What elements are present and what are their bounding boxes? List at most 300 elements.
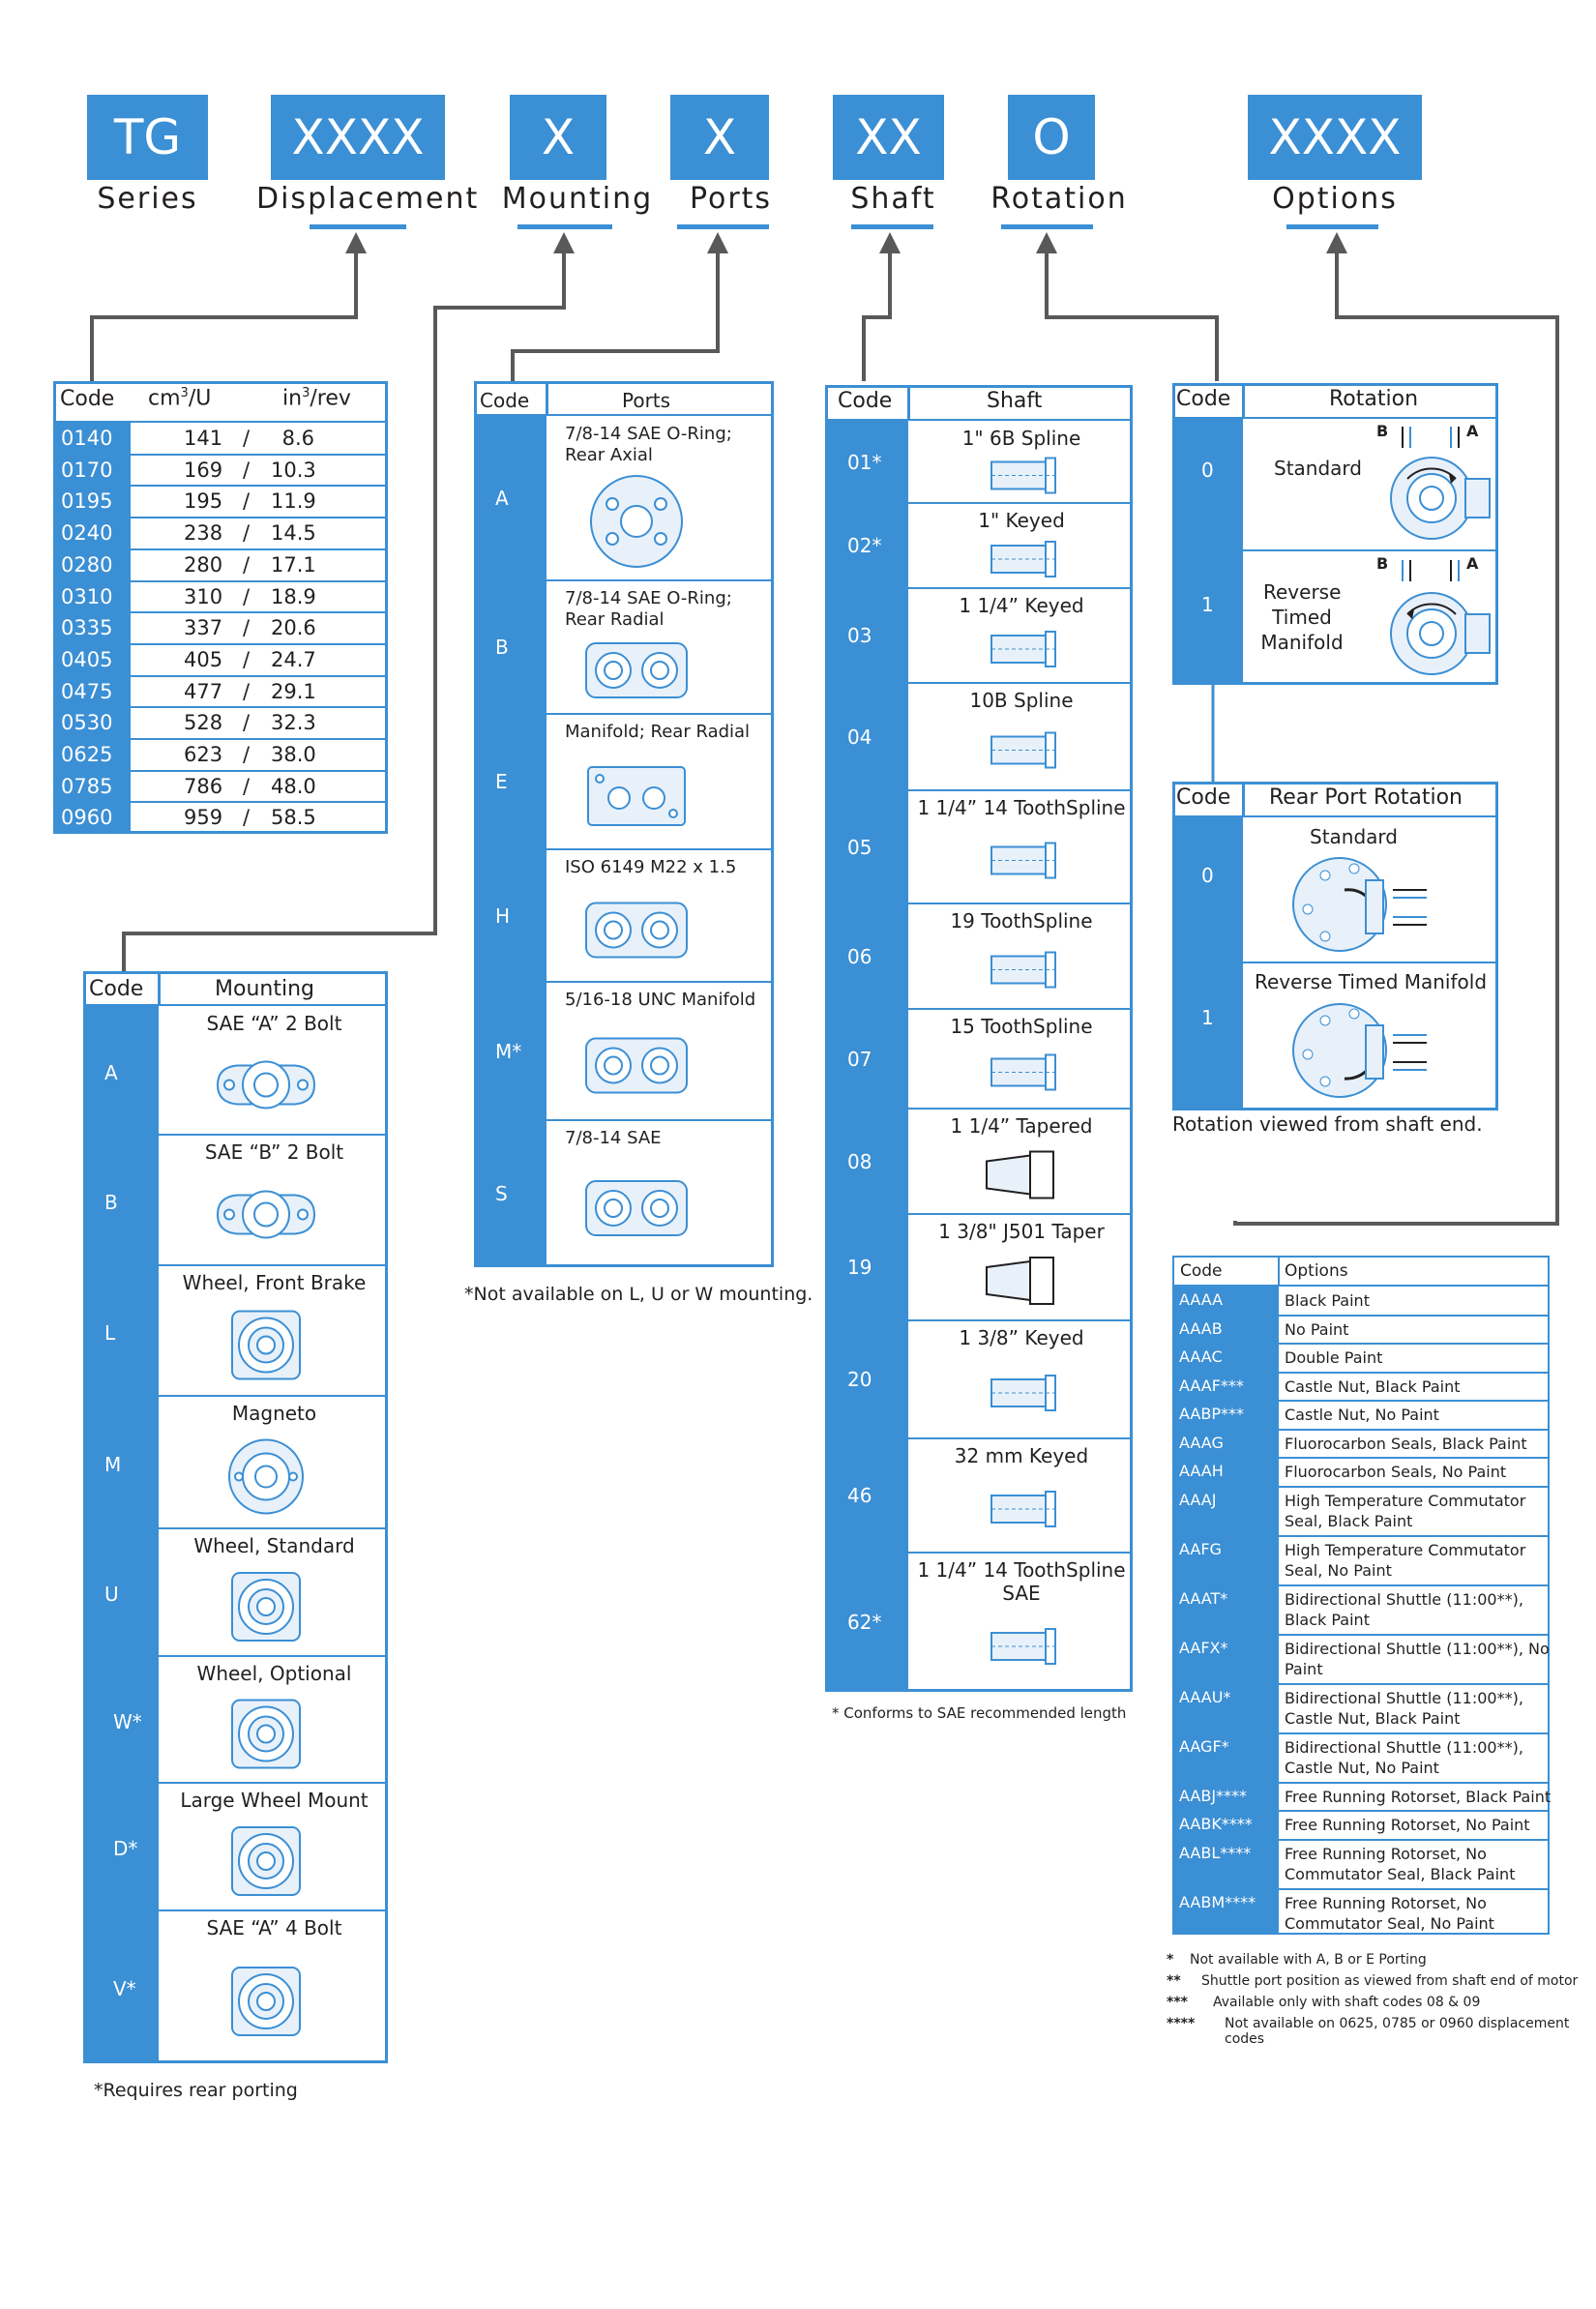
- options-desc: Bidirectional Shuttle (11:00**), No: [1285, 1639, 1550, 1658]
- shaft-row-line: [908, 1108, 1133, 1110]
- options-code: AABJ****: [1179, 1786, 1248, 1805]
- cm-sup: 3: [180, 386, 189, 400]
- options-row-line: [1172, 1535, 1550, 1537]
- mounting-label: Mounting: [501, 182, 654, 216]
- mounting-row-line: [159, 1909, 388, 1911]
- ports-code: M*: [495, 1039, 522, 1063]
- displacement-code: 0335: [61, 616, 113, 640]
- ports-drawing: [578, 886, 695, 978]
- options-code: AAAA: [1179, 1290, 1224, 1309]
- options-desc: Double Paint: [1285, 1348, 1383, 1367]
- rotation-header-line: [1172, 417, 1498, 419]
- options-desc: High Temperature Commutator: [1285, 1540, 1526, 1559]
- rotation-name-1c: Manifold: [1260, 631, 1344, 654]
- displacement-row-line: [53, 454, 388, 456]
- ports-header-line: [474, 414, 774, 416]
- ports-drawing: [578, 1019, 695, 1116]
- options-desc: Free Running Rotorset, No: [1285, 1844, 1487, 1863]
- ports-note: *Not available on L, U or W mounting.: [464, 1284, 813, 1305]
- in-unit-suffix: /rev: [310, 386, 351, 411]
- shaft-label: Shaft: [850, 182, 936, 216]
- options-desc: Fluorocarbon Seals, No Paint: [1285, 1463, 1507, 1481]
- shaft-drawing: [962, 1607, 1079, 1690]
- ports-drawing: [578, 470, 695, 577]
- mounting-name: SAE “B” 2 Bolt: [204, 1140, 344, 1164]
- mounting-name: Wheel, Front Brake: [182, 1271, 367, 1294]
- shaft-drawing: [962, 936, 1079, 1007]
- displacement-row-line: [53, 801, 388, 803]
- options-desc-2: Commutator Seal, No Paint: [1285, 1913, 1494, 1933]
- options-code: AAGF*: [1179, 1736, 1229, 1756]
- shaft-code: 20: [847, 1368, 872, 1391]
- in-sup: 3: [302, 386, 310, 400]
- displacement-sep: /: [243, 584, 251, 608]
- shaft-header-divider: [907, 385, 910, 421]
- options-code: AABK****: [1179, 1815, 1253, 1833]
- options-code: AABM****: [1179, 1892, 1256, 1911]
- shaft-drawing: [962, 536, 1079, 586]
- ports-code-column: [474, 416, 547, 1267]
- options-row-line: [1172, 1315, 1550, 1317]
- mounting-row-line: [159, 1264, 388, 1266]
- mounting-code: D*: [113, 1837, 138, 1860]
- options-row-line: [1172, 1400, 1550, 1402]
- shaft-name: 19 ToothSpline: [950, 909, 1093, 932]
- mounting-code: B: [104, 1190, 118, 1214]
- mounting-name: SAE “A” 4 Bolt: [206, 1916, 342, 1939]
- cm-unit-suffix: /U: [188, 386, 212, 411]
- displacement-code: 0785: [61, 774, 113, 798]
- displacement-in: 10.3: [271, 458, 316, 482]
- displacement-in: 20.6: [271, 616, 316, 640]
- options-row-line: [1172, 1634, 1550, 1636]
- rear-port-header-divider: [1242, 782, 1245, 817]
- displacement-code: 0170: [61, 458, 113, 482]
- displacement-sep: /: [243, 552, 251, 577]
- displacement-row-line: [53, 548, 388, 550]
- rotation-port-b-0: B: [1376, 422, 1389, 440]
- displacement-code: 0625: [61, 743, 113, 766]
- footnote-mark: ***: [1167, 1995, 1188, 2010]
- shaft-row-line: [908, 682, 1133, 684]
- options-desc-2: Commutator Seal, Black Paint: [1285, 1864, 1516, 1883]
- options-desc: Free Running Rotorset, No Paint: [1285, 1816, 1530, 1834]
- displacement-cm: 959: [184, 806, 223, 830]
- displacement-cm: 238: [184, 521, 223, 546]
- displacement-in: 48.0: [271, 774, 316, 798]
- displacement-in: 14.5: [271, 521, 316, 546]
- shaft-name-2: SAE: [1002, 1582, 1041, 1605]
- displacement-cm: 169: [184, 458, 223, 482]
- shaft-row-line: [908, 587, 1133, 589]
- mounting-name: Magneto: [231, 1402, 317, 1425]
- options-desc: Bidirectional Shuttle (11:00**),: [1285, 1589, 1523, 1609]
- mounting-row-line: [159, 1655, 388, 1657]
- shaft-code: 01*: [847, 450, 882, 474]
- ports-code: S: [495, 1182, 508, 1205]
- shaft-drawing: [962, 1247, 1079, 1318]
- displacement-in: 17.1: [271, 552, 316, 577]
- mounting-drawing: [208, 1945, 324, 2061]
- displacement-code: 0280: [61, 552, 113, 577]
- displacement-sep: /: [243, 647, 251, 671]
- options-code: AAAB: [1179, 1318, 1223, 1338]
- ports-header-code: Code: [480, 389, 530, 412]
- shaft-code: 03: [847, 624, 872, 647]
- ports-header-divider: [546, 381, 548, 416]
- options-code: AAAF***: [1179, 1376, 1244, 1395]
- options-row-line: [1172, 1486, 1550, 1488]
- footnote-text: Not available on 0625, 0785 or 0960 displacement codes: [1225, 2016, 1570, 2047]
- ports-drawing: [578, 635, 695, 710]
- shaft-code: 07: [847, 1047, 872, 1071]
- shaft-drawing: [962, 1042, 1079, 1107]
- ports-name-2: Rear Axial: [565, 445, 653, 465]
- shaft-row-line: [908, 1552, 1133, 1554]
- shaft-drawing: [962, 716, 1079, 788]
- shaft-drawing: [962, 1353, 1079, 1436]
- options-code: AAAJ: [1179, 1490, 1217, 1509]
- options-desc-2: Seal, Black Paint: [1285, 1511, 1413, 1530]
- shaft-row-line: [908, 1213, 1133, 1215]
- mounting-code-box: X: [510, 95, 606, 180]
- options-code: AABL****: [1179, 1843, 1252, 1862]
- shaft-name: 32 mm Keyed: [954, 1444, 1089, 1467]
- ports-code: B: [495, 636, 509, 659]
- rotation-port-b-1: B: [1376, 554, 1389, 573]
- displacement-cm: 141: [184, 427, 223, 450]
- ports-name: 7/8-14 SAE: [565, 1128, 662, 1148]
- options-desc: Free Running Rotorset, Black Paint: [1285, 1787, 1552, 1806]
- rear-port-header-name: Rear Port Rotation: [1269, 785, 1463, 810]
- mounting-code-column: [83, 1006, 159, 2063]
- rotation-header-code: Code: [1176, 387, 1231, 411]
- series-label: Series: [97, 182, 198, 216]
- options-code-box: XXXX: [1248, 95, 1422, 180]
- shaft-name: 1 1/4” 14 ToothSpline: [917, 796, 1126, 819]
- footnote-mark: *: [1167, 1952, 1174, 1968]
- options-code: AAAC: [1179, 1347, 1223, 1366]
- options-code: AAAG: [1179, 1433, 1224, 1452]
- ports-name: ISO 6149 M22 x 1.5: [565, 857, 737, 877]
- options-header-code: Code: [1180, 1261, 1223, 1281]
- options-desc-2: Paint: [1285, 1659, 1323, 1678]
- displacement-in: 18.9: [271, 584, 316, 608]
- ports-row-line: [547, 579, 774, 581]
- mounting-drawing: [208, 1431, 324, 1526]
- shaft-row-line: [908, 1008, 1133, 1010]
- ports-header-name: Ports: [622, 389, 671, 412]
- shaft-code: 06: [847, 944, 872, 968]
- shaft-code: 19: [847, 1256, 872, 1279]
- mounting-name: Large Wheel Mount: [180, 1789, 369, 1812]
- ports-row-line: [547, 981, 774, 983]
- cm-unit-text: cm: [148, 386, 181, 411]
- displacement-cm: 623: [184, 743, 223, 766]
- options-row-line: [1172, 1782, 1550, 1784]
- mounting-code: M: [104, 1452, 122, 1476]
- displacement-cm: 528: [184, 711, 223, 735]
- shaft-name: 1 1/4” Keyed: [959, 594, 1084, 617]
- options-code: AABP***: [1179, 1405, 1244, 1423]
- rotation-header-divider: [1242, 383, 1245, 419]
- rear-port-row-divider: [1243, 962, 1498, 963]
- displacement-code: 0310: [61, 584, 113, 608]
- mounting-drawing: [208, 1169, 324, 1263]
- options-code: AAFX*: [1179, 1638, 1228, 1657]
- options-desc: Free Running Rotorset, No: [1285, 1893, 1487, 1912]
- shaft-note: * Conforms to SAE recommended length: [832, 1704, 1127, 1722]
- displacement-row-line: [53, 485, 388, 487]
- displacement-sep: /: [243, 806, 251, 830]
- options-desc: Castle Nut, Black Paint: [1285, 1377, 1461, 1396]
- displacement-row-line: [53, 643, 388, 645]
- shaft-row-line: [908, 903, 1133, 904]
- ports-name-2: Rear Radial: [565, 609, 665, 630]
- displacement-cm: 786: [184, 774, 223, 798]
- shaft-row-line: [908, 1437, 1133, 1439]
- displacement-cm: 195: [184, 489, 223, 514]
- options-desc: No Paint: [1285, 1319, 1349, 1339]
- options-desc-2: Black Paint: [1285, 1610, 1370, 1629]
- ports-drawing: [578, 1157, 695, 1263]
- options-row-line: [1172, 1429, 1550, 1431]
- shaft-code: 04: [847, 725, 872, 749]
- shaft-drawing: [962, 1141, 1079, 1212]
- displacement-row-line: [53, 706, 388, 708]
- options-header-divider: [1278, 1256, 1280, 1286]
- rotation-row-divider: [1172, 549, 1498, 551]
- displacement-code-box: XXXX: [271, 95, 445, 180]
- rear-port-reverse-drawing: [1286, 996, 1441, 1105]
- options-desc: Castle Nut, No Paint: [1285, 1406, 1439, 1424]
- options-row-line: [1172, 1810, 1550, 1812]
- displacement-sep: /: [243, 458, 251, 482]
- mounting-row-line: [159, 1395, 388, 1397]
- options-row-line: [1172, 1343, 1550, 1345]
- rear-port-name-0: Standard: [1310, 825, 1398, 848]
- options-desc-2: Castle Nut, No Paint: [1285, 1758, 1439, 1777]
- options-code: AAAT*: [1179, 1588, 1228, 1608]
- options-desc: Black Paint: [1285, 1291, 1370, 1310]
- shaft-code-box: XX: [833, 95, 944, 180]
- displacement-header-line: [53, 421, 388, 423]
- ports-drawing: [578, 751, 695, 845]
- shaft-drawing: [962, 454, 1079, 501]
- shaft-code: 05: [847, 835, 872, 859]
- shaft-drawing: [962, 1471, 1079, 1551]
- rotation-port-a-1: A: [1466, 554, 1479, 573]
- displacement-in: 11.9: [271, 489, 316, 514]
- mounting-code: L: [104, 1320, 116, 1345]
- displacement-label: Displacement: [256, 182, 480, 216]
- ports-row-line: [547, 1119, 774, 1121]
- displacement-sep: /: [243, 679, 251, 703]
- rotation-viewed-note: Rotation viewed from shaft end.: [1172, 1112, 1483, 1136]
- rotation-label: Rotation: [990, 182, 1128, 216]
- mounting-row-line: [159, 1527, 388, 1529]
- options-desc-2: Seal, No Paint: [1285, 1560, 1392, 1580]
- displacement-sep: /: [243, 743, 251, 766]
- footnote-text: Not available with A, B or E Porting: [1190, 1952, 1427, 1968]
- mounting-code: U: [104, 1583, 119, 1606]
- mounting-drawing: [208, 1691, 324, 1781]
- footnote-mark: ****: [1167, 2016, 1196, 2031]
- rear-port-code-0: 0: [1201, 864, 1214, 887]
- displacement-row-line: [53, 770, 388, 772]
- rear-port-header-code: Code: [1176, 785, 1231, 810]
- displacement-sep: /: [243, 521, 251, 546]
- options-desc: Fluorocarbon Seals, Black Paint: [1285, 1434, 1527, 1453]
- rear-port-code-1: 1: [1201, 1006, 1214, 1029]
- options-label: Options: [1272, 182, 1398, 216]
- options-code: AAFG: [1179, 1539, 1222, 1558]
- rotation-name-1b: Timed: [1272, 606, 1332, 629]
- displacement-cm: 477: [184, 679, 223, 703]
- rear-port-code-column: [1172, 817, 1243, 1110]
- ports-row-line: [547, 848, 774, 850]
- displacement-cm: 310: [184, 584, 223, 608]
- footnote-mark: **: [1167, 1973, 1181, 1989]
- displacement-in: 38.0: [271, 743, 316, 766]
- rotation-name-1a: Reverse: [1263, 580, 1342, 604]
- mounting-name: Wheel, Standard: [193, 1534, 355, 1557]
- mounting-code: V*: [113, 1977, 136, 2000]
- displacement-code: 0240: [61, 521, 113, 546]
- mounting-code: W*: [113, 1709, 142, 1733]
- displacement-cm: 280: [184, 552, 223, 577]
- displacement-header-in: [282, 386, 351, 410]
- shaft-code: 02*: [847, 534, 882, 557]
- displacement-cm: 337: [184, 616, 223, 640]
- shaft-name: 1 3/8" J501 Taper: [938, 1220, 1105, 1243]
- displacement-code: 0960: [61, 806, 113, 830]
- ports-code: A: [495, 487, 509, 510]
- displacement-code: 0475: [61, 679, 113, 703]
- displacement-sep: /: [243, 427, 251, 450]
- rotation-name-0: Standard: [1274, 457, 1362, 480]
- ports-name: Manifold; Rear Radial: [565, 722, 751, 742]
- options-header-name: Options: [1285, 1261, 1348, 1281]
- displacement-header-code: Code: [60, 387, 115, 411]
- rotation-reverse-drawing: [1374, 554, 1494, 682]
- shaft-row-line: [908, 789, 1133, 791]
- ports-code: E: [495, 770, 508, 793]
- mounting-code: A: [104, 1060, 118, 1084]
- displacement-sep: /: [243, 616, 251, 640]
- shaft-code: 08: [847, 1149, 872, 1173]
- displacement-code: 0140: [61, 427, 113, 450]
- mounting-header-name: Mounting: [215, 977, 314, 1001]
- mounting-row-line: [159, 1782, 388, 1784]
- shaft-name: 10B Spline: [969, 689, 1074, 712]
- options-row-line: [1172, 1457, 1550, 1459]
- options-header-line: [1172, 1285, 1550, 1287]
- rotation-port-a-0: A: [1466, 422, 1479, 440]
- options-row-line: [1172, 1584, 1550, 1586]
- shaft-header-line: [825, 419, 1133, 421]
- mounting-name: SAE “A” 2 Bolt: [206, 1012, 342, 1035]
- in-unit-text: in: [282, 386, 303, 411]
- shaft-drawing: [962, 621, 1079, 681]
- series-code-box: TG: [87, 95, 208, 180]
- displacement-in: 32.3: [271, 711, 316, 735]
- ports-name: 5/16-18 UNC Manifold: [565, 990, 756, 1010]
- options-desc: Bidirectional Shuttle (11:00**),: [1285, 1737, 1523, 1757]
- displacement-code: 0530: [61, 711, 113, 735]
- shaft-name: 1" Keyed: [978, 509, 1065, 532]
- options-row-line: [1172, 1683, 1550, 1685]
- options-row-line: [1172, 1732, 1550, 1734]
- mounting-header-line: [83, 1004, 388, 1006]
- displacement-code: 0195: [61, 489, 113, 514]
- options-row-line: [1172, 1888, 1550, 1890]
- rotation-code-0: 0: [1201, 459, 1214, 482]
- displacement-sep: /: [243, 774, 251, 798]
- mounting-name: Wheel, Optional: [196, 1662, 352, 1685]
- displacement-row-line: [53, 517, 388, 518]
- footnote-text: Available only with shaft codes 08 & 09: [1213, 1995, 1481, 2010]
- displacement-cm: 405: [184, 647, 223, 671]
- options-code: AAAU*: [1179, 1687, 1231, 1706]
- mounting-drawing: [208, 1041, 324, 1133]
- displacement-in: 24.7: [271, 647, 316, 671]
- ports-label: Ports: [689, 182, 773, 216]
- options-row-line: [1172, 1372, 1550, 1374]
- displacement-row-line: [53, 611, 388, 613]
- shaft-name: 1 1/4” Tapered: [950, 1114, 1093, 1138]
- rear-port-name-1: Reverse Timed Manifold: [1255, 970, 1488, 993]
- ports-row-line: [547, 713, 774, 715]
- footnote-text: Shuttle port position as viewed from shaft end of motor: [1201, 1973, 1579, 1989]
- ports-name: 7/8-14 SAE O-Ring;: [565, 424, 732, 444]
- rotation-code-1: 1: [1201, 593, 1214, 616]
- mounting-row-line: [159, 1134, 388, 1136]
- shaft-name: 1 3/8” Keyed: [959, 1326, 1084, 1349]
- mounting-drawing: [208, 1563, 324, 1654]
- shaft-header-code: Code: [838, 389, 893, 413]
- options-desc-2: Castle Nut, Black Paint: [1285, 1708, 1461, 1728]
- options-row-line: [1172, 1839, 1550, 1841]
- options-code: AAAH: [1179, 1462, 1224, 1480]
- shaft-code: 62*: [847, 1611, 882, 1634]
- mounting-note: *Requires rear porting: [94, 2080, 298, 2101]
- displacement-row-line: [53, 580, 388, 582]
- rotation-header-name: Rotation: [1329, 387, 1419, 411]
- ports-code-box: X: [670, 95, 769, 180]
- displacement-row-line: [53, 738, 388, 740]
- rear-port-header-line: [1172, 815, 1498, 817]
- shaft-name: 1" 6B Spline: [961, 427, 1081, 450]
- displacement-code: 0405: [61, 647, 113, 671]
- rotation-code-box: O: [1008, 95, 1095, 180]
- displacement-in: 29.1: [271, 679, 316, 703]
- mounting-drawing: [208, 1818, 324, 1909]
- displacement-sep: /: [243, 711, 251, 735]
- options-desc: High Temperature Commutator: [1285, 1491, 1526, 1510]
- displacement-in: 58.5: [271, 806, 316, 830]
- shaft-name: 1 1/4” 14 ToothSpline: [917, 1558, 1126, 1582]
- displacement-sep: /: [243, 489, 251, 514]
- options-desc: Bidirectional Shuttle (11:00**),: [1285, 1688, 1523, 1707]
- ports-code: H: [495, 903, 511, 928]
- ports-name: 7/8-14 SAE O-Ring;: [565, 588, 732, 608]
- displacement-header-cm: [148, 386, 211, 410]
- shaft-code: 46: [847, 1484, 872, 1507]
- shaft-name: 15 ToothSpline: [950, 1015, 1093, 1038]
- mounting-header-code: Code: [89, 977, 144, 1001]
- shaft-row-line: [908, 502, 1133, 504]
